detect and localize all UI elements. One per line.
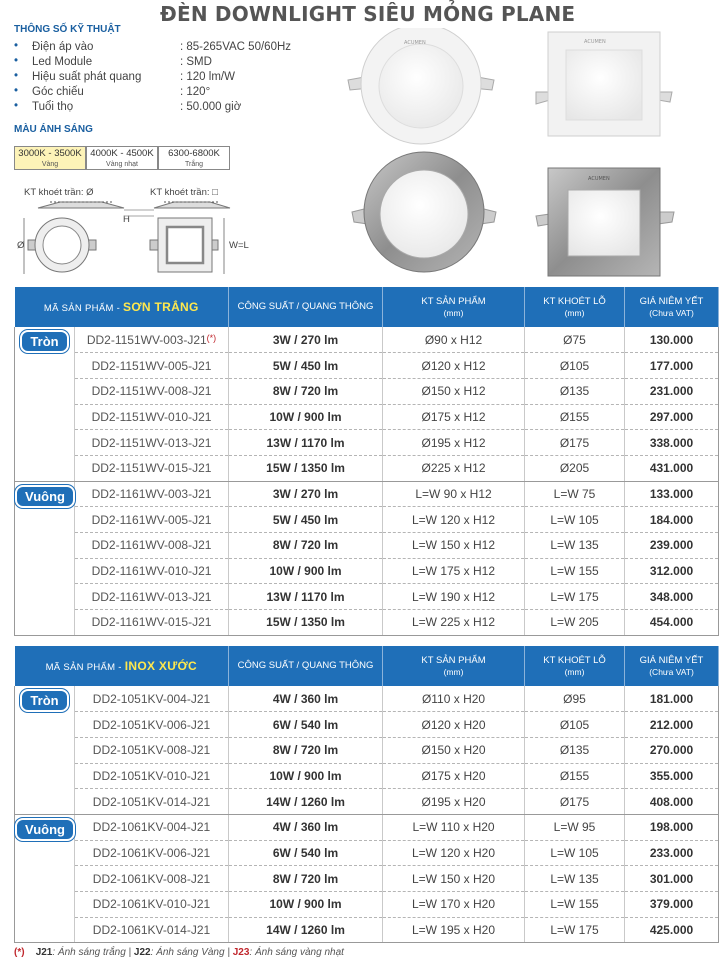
price-cell: 301.000 — [625, 866, 719, 892]
product-code-text: DD2-1051KV-006-J21 — [92, 717, 211, 732]
product-code-text: DD2-1161WV-013-J21 — [91, 589, 212, 604]
product-code-text: DD2-1061KV-014-J21 — [92, 923, 211, 938]
power-cell: 14W / 1260 lm — [229, 917, 383, 943]
product-code — [75, 610, 229, 636]
power-cell: 14W / 1260 lm — [229, 789, 383, 815]
footnote-code: J23 — [232, 947, 250, 958]
table-row — [15, 327, 719, 353]
table-row — [15, 892, 719, 918]
product-code — [75, 327, 229, 353]
power-cell: 13W / 1170 lm — [229, 430, 383, 456]
square-front-view — [150, 218, 224, 274]
power-cell: 5W / 450 lm — [229, 353, 383, 379]
product-code-text: DD2-1151WV-013-J21 — [91, 435, 212, 450]
price-table-white — [14, 287, 719, 636]
price-cell: 181.000 — [625, 686, 719, 712]
spec-value: : 85-265VAC 50/60Hz — [180, 41, 292, 53]
price-cell: 431.000 — [625, 455, 719, 481]
product-code — [75, 686, 229, 712]
table-body — [15, 327, 719, 635]
cut-cell: L=W 135 — [525, 866, 625, 892]
table-row — [15, 404, 719, 430]
cut-cell: Ø75 — [525, 327, 625, 353]
square-side-profile — [154, 202, 230, 208]
round-cut-label: KT khoét trần: Ø — [24, 187, 94, 198]
power-cell: 5W / 450 lm — [229, 507, 383, 533]
table-row — [15, 917, 719, 943]
cut-cell: L=W 205 — [525, 610, 625, 636]
col-header-size — [383, 646, 525, 686]
color-temp-cool — [158, 146, 230, 170]
price-cell: 338.000 — [625, 430, 719, 456]
size-cell: Ø110 x H20 — [383, 686, 525, 712]
table-row — [15, 737, 719, 763]
power-cell: 8W / 720 lm — [229, 378, 383, 404]
price-cell: 231.000 — [625, 378, 719, 404]
price-cell: 212.000 — [625, 712, 719, 738]
header-size-unit: (mm) — [443, 666, 464, 677]
product-code — [75, 712, 229, 738]
header-size-unit: (mm) — [443, 307, 464, 318]
size-cell: Ø195 x H20 — [383, 789, 525, 815]
power-cell: 15W / 1350 lm — [229, 455, 383, 481]
power-cell: 13W / 1170 lm — [229, 584, 383, 610]
footnote — [14, 947, 344, 958]
size-cell: Ø175 x H12 — [383, 404, 525, 430]
size-cell: L=W 150 x H12 — [383, 533, 525, 559]
brand-logo-text: ACUMEN — [584, 39, 606, 45]
product-code-text: DD2-1151WV-005-J21 — [91, 358, 212, 373]
price-table-inox — [14, 646, 719, 943]
header-power-text: CÔNG SUẤT / QUANG THÔNG — [237, 301, 374, 313]
spec-label: Góc chiếu — [32, 86, 84, 98]
table-row — [15, 455, 719, 481]
header-price-text: GIÁ NIÊM YẾT — [639, 295, 704, 307]
price-cell: 355.000 — [625, 763, 719, 789]
table-row — [15, 814, 719, 840]
width-length-label: W=L — [229, 240, 249, 251]
color-temp-range: 4000K - 4500K — [90, 148, 154, 159]
power-cell: 10W / 900 lm — [229, 558, 383, 584]
cut-cell: L=W 175 — [525, 917, 625, 943]
table-row — [15, 789, 719, 815]
cut-cell: Ø175 — [525, 430, 625, 456]
size-cell: Ø120 x H12 — [383, 353, 525, 379]
header-power-text: CÔNG SUẤT / QUANG THÔNG — [237, 660, 374, 672]
product-code-text: DD2-1061KV-008-J21 — [92, 871, 211, 886]
price-cell: 297.000 — [625, 404, 719, 430]
power-cell: 6W / 540 lm — [229, 840, 383, 866]
table-row — [15, 840, 719, 866]
header-size-text: KT SẢN PHẨM — [421, 295, 486, 307]
spec-value: : 120° — [180, 86, 211, 98]
col-header-power — [229, 646, 383, 686]
specs-heading: THÔNG SỐ KỸ THUẬT — [14, 24, 121, 35]
table-row — [15, 584, 719, 610]
table-row — [15, 558, 719, 584]
power-cell: 15W / 1350 lm — [229, 610, 383, 636]
product-code — [75, 763, 229, 789]
cut-cell: L=W 75 — [525, 481, 625, 507]
product-code — [75, 353, 229, 379]
product-code-text: DD2-1051KV-010-J21 — [92, 768, 211, 783]
footnote-text: : Ánh sáng trắng — [52, 947, 126, 958]
header-price-note: (Chưa VAT) — [649, 666, 694, 677]
color-temp-name: Trắng — [184, 160, 204, 168]
bullet-icon: • — [14, 40, 19, 52]
product-code-text: DD2-1061KV-006-J21 — [92, 845, 211, 860]
size-cell: L=W 150 x H20 — [383, 866, 525, 892]
group-cell — [15, 686, 75, 814]
shape-badge: Tròn — [20, 330, 68, 353]
power-cell: 10W / 900 lm — [229, 763, 383, 789]
cut-cell: L=W 155 — [525, 558, 625, 584]
product-code — [75, 584, 229, 610]
product-code — [75, 455, 229, 481]
spec-label: Điện áp vào — [32, 41, 94, 53]
product-code-text: DD2-1161WV-008-J21 — [91, 538, 212, 553]
product-code-text: DD2-1061KV-004-J21 — [92, 820, 211, 835]
col-header-size — [383, 287, 525, 327]
square-inox-downlight-image — [536, 168, 674, 276]
bullet-icon: • — [14, 55, 19, 67]
cut-cell: Ø95 — [525, 686, 625, 712]
footnote-code: J21 — [35, 947, 53, 958]
color-temp-name: Vàng — [41, 160, 59, 168]
cut-cell: L=W 105 — [525, 840, 625, 866]
product-code — [75, 533, 229, 559]
size-cell: Ø90 x H12 — [383, 327, 525, 353]
product-code — [75, 892, 229, 918]
brand-logo-text: ACUMEN — [404, 40, 426, 46]
table-body — [15, 686, 719, 943]
product-code — [75, 789, 229, 815]
table-row — [15, 378, 719, 404]
table-row — [15, 481, 719, 507]
product-code — [75, 507, 229, 533]
group-cell — [15, 814, 75, 942]
power-cell: 10W / 900 lm — [229, 892, 383, 918]
product-code — [75, 814, 229, 840]
height-label: H — [123, 214, 130, 225]
size-cell: L=W 175 x H12 — [383, 558, 525, 584]
price-cell: 130.000 — [625, 327, 719, 353]
cut-cell: L=W 175 — [525, 584, 625, 610]
header-cut-text: KT KHOÉT LỖ — [543, 295, 606, 307]
price-cell: 270.000 — [625, 737, 719, 763]
product-code — [75, 378, 229, 404]
product-code — [75, 866, 229, 892]
size-cell: L=W 190 x H12 — [383, 584, 525, 610]
cut-cell: Ø155 — [525, 404, 625, 430]
size-cell: L=W 225 x H12 — [383, 610, 525, 636]
product-code — [75, 404, 229, 430]
cut-cell: L=W 95 — [525, 814, 625, 840]
header-cut-unit: (mm) — [564, 307, 585, 318]
col-header-price — [625, 646, 719, 686]
price-cell: 408.000 — [625, 789, 719, 815]
cut-cell: Ø135 — [525, 378, 625, 404]
product-code — [75, 558, 229, 584]
product-code-text: DD2-1151WV-008-J21 — [91, 384, 212, 399]
price-cell: 312.000 — [625, 558, 719, 584]
product-code — [75, 430, 229, 456]
power-cell: 10W / 900 lm — [229, 404, 383, 430]
price-cell: 425.000 — [625, 917, 719, 943]
power-cell: 8W / 720 lm — [229, 533, 383, 559]
col-header-product — [15, 646, 229, 686]
power-cell: 4W / 360 lm — [229, 814, 383, 840]
footnote-code: J22 — [133, 947, 151, 958]
spec-value: : 120 lm/W — [180, 71, 235, 83]
table-row — [15, 712, 719, 738]
footnote-text: : Ánh sáng vàng nhạt — [249, 947, 344, 958]
round-inox-downlight-image — [352, 152, 496, 272]
power-cell: 3W / 270 lm — [229, 481, 383, 507]
table-row — [15, 686, 719, 712]
footnote-ref-marker: (*) — [206, 332, 217, 343]
color-temp-heading: MÀU ÁNH SÁNG — [14, 124, 93, 135]
header-price-note: (Chưa VAT) — [649, 307, 694, 318]
product-code-text: DD2-1151WV-015-J21 — [91, 461, 212, 476]
price-cell: 177.000 — [625, 353, 719, 379]
header-cut-text: KT KHOÉT LỖ — [543, 654, 606, 666]
round-white-downlight-image — [348, 28, 494, 144]
color-temp-name: Vàng nhạt — [106, 160, 138, 168]
round-side-profile — [38, 202, 124, 208]
size-cell: Ø150 x H12 — [383, 378, 525, 404]
shape-badge: Vuông — [15, 818, 75, 841]
header-size-text: KT SẢN PHẨM — [421, 654, 486, 666]
table-row — [15, 353, 719, 379]
footnote-separator: | — [125, 947, 134, 958]
bullet-icon: • — [14, 85, 19, 97]
shape-badge: Tròn — [20, 689, 68, 712]
product-code-text: DD2-1161WV-005-J21 — [91, 512, 212, 527]
square-white-downlight-image — [536, 32, 672, 136]
price-cell: 198.000 — [625, 814, 719, 840]
table-row — [15, 430, 719, 456]
color-temp-neutral — [86, 146, 158, 170]
diameter-label: Ø — [17, 240, 25, 251]
table-row — [15, 866, 719, 892]
group-cell — [15, 481, 75, 635]
size-cell: Ø120 x H20 — [383, 712, 525, 738]
table-row — [15, 763, 719, 789]
header-highlight: INOX XƯỚC — [124, 658, 197, 673]
size-cell: L=W 90 x H12 — [383, 481, 525, 507]
cut-cell: L=W 155 — [525, 892, 625, 918]
product-code-text: DD2-1051KV-008-J21 — [92, 743, 211, 758]
square-cut-label: KT khoét trần: □ — [150, 187, 218, 198]
table-row — [15, 610, 719, 636]
bullet-icon: • — [14, 70, 19, 82]
product-code-text: DD2-1051KV-004-J21 — [92, 691, 211, 706]
footnote-text: : Ánh sáng Vàng — [150, 947, 225, 958]
product-images — [340, 28, 720, 288]
header-prefix: MÃ SẢN PHẨM - — [45, 661, 125, 673]
table-row — [15, 507, 719, 533]
power-cell: 6W / 540 lm — [229, 712, 383, 738]
brand-logo-text: ACUMEN — [588, 176, 610, 182]
product-code-text: DD2-1151WV-003-J21 — [86, 332, 207, 347]
spec-label: Led Module — [32, 56, 93, 68]
product-code — [75, 737, 229, 763]
size-cell: L=W 110 x H20 — [383, 814, 525, 840]
spec-value: : SMD — [180, 56, 212, 68]
shape-badge: Vuông — [15, 485, 75, 508]
col-header-cut — [525, 287, 625, 327]
size-cell: Ø175 x H20 — [383, 763, 525, 789]
cut-cell: Ø105 — [525, 712, 625, 738]
product-code-text: DD2-1161WV-010-J21 — [91, 564, 212, 579]
product-code-text: DD2-1161WV-015-J21 — [91, 615, 212, 630]
power-cell: 3W / 270 lm — [229, 327, 383, 353]
header-prefix: MÃ SẢN PHẨM - — [43, 302, 124, 314]
footnote-marker: (*) — [14, 947, 25, 958]
product-code-text: DD2-1051KV-014-J21 — [92, 794, 211, 809]
price-cell: 233.000 — [625, 840, 719, 866]
cut-cell: Ø105 — [525, 353, 625, 379]
footnote-separator: | — [224, 947, 233, 958]
price-cell: 454.000 — [625, 610, 719, 636]
page-title: ĐÈN DOWNLIGHT SIÊU MỎNG PLANE — [160, 2, 576, 26]
dimension-diagram — [14, 196, 254, 286]
color-temp-range: 3000K - 3500K — [18, 148, 82, 159]
product-code — [75, 917, 229, 943]
price-cell: 239.000 — [625, 533, 719, 559]
product-code-text: DD2-1161WV-003-J21 — [91, 486, 212, 501]
spec-label: Hiệu suất phát quang — [32, 71, 142, 83]
product-code — [75, 840, 229, 866]
header-cut-unit: (mm) — [564, 666, 585, 677]
bullet-icon: • — [14, 100, 19, 112]
power-cell: 8W / 720 lm — [229, 866, 383, 892]
color-temp-warm — [14, 146, 86, 170]
price-cell: 184.000 — [625, 507, 719, 533]
group-cell — [15, 327, 75, 481]
spec-label: Tuổi thọ — [32, 101, 74, 113]
cut-cell: L=W 135 — [525, 533, 625, 559]
header-highlight: SƠN TRẮNG — [123, 299, 199, 314]
cut-cell: Ø175 — [525, 789, 625, 815]
color-temp-range: 6300-6800K — [168, 148, 220, 159]
power-cell: 4W / 360 lm — [229, 686, 383, 712]
header-price-text: GIÁ NIÊM YẾT — [639, 654, 704, 666]
col-header-price — [625, 287, 719, 327]
size-cell: L=W 195 x H20 — [383, 917, 525, 943]
product-code-text: DD2-1061KV-010-J21 — [92, 897, 211, 912]
table-row — [15, 533, 719, 559]
cut-cell: L=W 105 — [525, 507, 625, 533]
price-cell: 348.000 — [625, 584, 719, 610]
col-header-product — [15, 287, 229, 327]
price-cell: 133.000 — [625, 481, 719, 507]
power-cell: 8W / 720 lm — [229, 737, 383, 763]
product-code — [75, 481, 229, 507]
price-cell: 379.000 — [625, 892, 719, 918]
size-cell: Ø195 x H12 — [383, 430, 525, 456]
round-front-view — [24, 218, 96, 274]
product-code-text: DD2-1151WV-010-J21 — [91, 409, 212, 424]
size-cell: L=W 170 x H20 — [383, 892, 525, 918]
col-header-power — [229, 287, 383, 327]
size-cell: L=W 120 x H12 — [383, 507, 525, 533]
col-header-cut — [525, 646, 625, 686]
size-cell: Ø225 x H12 — [383, 455, 525, 481]
cut-cell: Ø155 — [525, 763, 625, 789]
size-cell: L=W 120 x H20 — [383, 840, 525, 866]
cut-cell: Ø205 — [525, 455, 625, 481]
cut-cell: Ø135 — [525, 737, 625, 763]
spec-value: : 50.000 giờ — [180, 101, 242, 113]
size-cell: Ø150 x H20 — [383, 737, 525, 763]
